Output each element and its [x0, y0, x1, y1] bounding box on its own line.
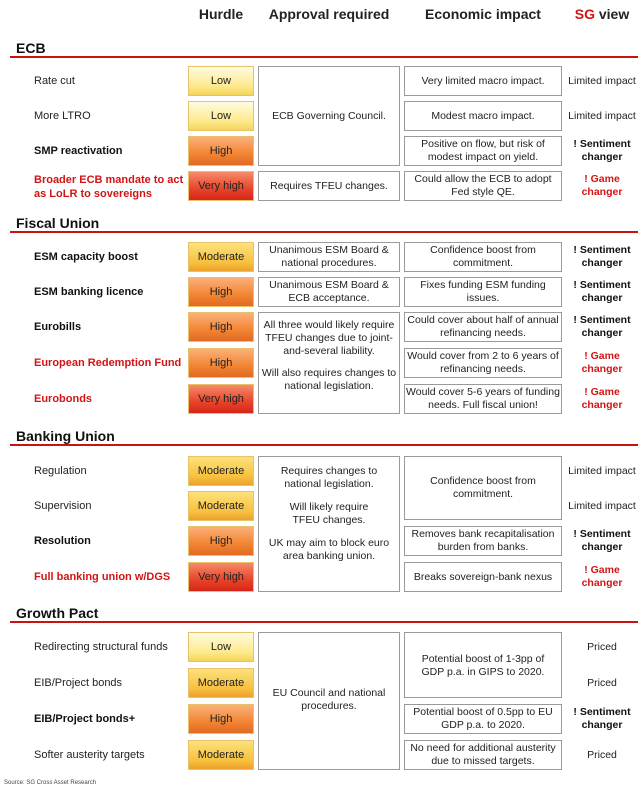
approval-text: UK may aim to block euro area banking union.: [268, 537, 390, 562]
sg-view: Limited impact: [568, 464, 636, 477]
row-label: More LTRO: [34, 110, 91, 122]
source-note: Source: SG Cross Asset Research: [4, 780, 97, 786]
sg-view: Limited impact: [568, 499, 636, 512]
sg-view: ! Sentiment changer: [573, 314, 631, 339]
section-divider: [10, 231, 638, 233]
row-label: EIB/Project bonds: [34, 677, 123, 689]
hurdle-badge: Low: [188, 632, 254, 662]
approval-box-group: [258, 456, 400, 592]
hurdle-badge: Moderate: [188, 668, 254, 698]
hurdle-badge: Moderate: [188, 456, 254, 486]
impact-text: Confidence boost from commitment.: [430, 475, 536, 500]
approval-text: All three would likely require TFEU changes due to joint-and-several liability.: [263, 319, 395, 357]
col-header-hurdle: Hurdle: [198, 6, 244, 22]
row-label: Softer austerity targets: [34, 749, 145, 761]
col-header-approval: Approval required: [268, 6, 390, 22]
impact-box: Positive on flow, but risk of modest impact on yield.: [404, 136, 562, 166]
approval-box: Unanimous ESM Board & national procedures.: [258, 242, 400, 272]
approval-box: Requires TFEU changes.: [258, 171, 400, 201]
sg-view: ! Sentiment changer: [573, 279, 631, 304]
hurdle-badge: Moderate: [188, 242, 254, 272]
sg-view: Priced: [587, 676, 617, 689]
row-label: Regulation: [34, 465, 87, 477]
sg-view-text: view: [594, 6, 630, 22]
col-header-sg-view: [566, 6, 638, 22]
row-label: SMP reactivation: [34, 145, 123, 157]
row-label: ESM capacity boost: [34, 251, 138, 263]
section-divider: [10, 56, 638, 58]
impact-box: Breaks sovereign-bank nexus: [404, 562, 562, 592]
col-header-impact: Economic impact: [425, 6, 541, 22]
sg-view: ! Game changer: [581, 564, 623, 589]
row-label: Rate cut: [34, 75, 75, 87]
approval-box-group: [258, 312, 400, 414]
sg-view: Priced: [587, 640, 617, 653]
sg-view: Priced: [587, 748, 617, 761]
section-title-growth: Growth Pact: [16, 605, 99, 621]
impact-box: Would cover 5-6 years of funding needs. Full fiscal union!: [404, 384, 562, 414]
hurdle-badge: Moderate: [188, 491, 254, 521]
hurdle-badge: High: [188, 277, 254, 307]
impact-box: [404, 632, 562, 698]
section-title-fiscal: Fiscal Union: [16, 215, 100, 231]
row-label: ESM banking licence: [34, 286, 144, 298]
sg-view: Limited impact: [568, 109, 636, 122]
sg-view: ! Game changer: [581, 386, 623, 411]
approval-text: Will also requires changes to national legislation.: [261, 367, 397, 392]
impact-box: No need for additional austerity due to missed targets.: [404, 740, 562, 770]
row-label: Eurobills: [34, 321, 82, 333]
sg-view: ! Game changer: [581, 173, 623, 198]
impact-box: Removes bank recapitalisation burden from banks.: [404, 526, 562, 556]
row-label: Full banking union w/DGS: [34, 571, 171, 583]
sg-view: ! Sentiment changer: [573, 138, 631, 163]
hurdle-badge: High: [188, 136, 254, 166]
row-label: European Redemption Fund: [34, 357, 182, 369]
row-label: Redirecting structural funds: [34, 641, 168, 653]
approval-box: Unanimous ESM Board & ECB acceptance.: [258, 277, 400, 307]
impact-box: [404, 456, 562, 520]
sg-brand: SG: [574, 6, 595, 22]
impact-box: Confidence boost from commitment.: [404, 242, 562, 272]
sg-view: Limited impact: [568, 74, 636, 87]
impact-box: Could cover about half of annual refinancing needs.: [404, 312, 562, 342]
section-divider: [10, 621, 638, 623]
hurdle-badge: Very high: [188, 384, 254, 414]
sg-view: ! Game changer: [581, 350, 623, 375]
hurdle-badge: High: [188, 526, 254, 556]
row-label: Supervision: [34, 500, 92, 512]
impact-box: Fixes funding ESM funding issues.: [404, 277, 562, 307]
approval-text: Will likely require TFEU changes.: [289, 501, 369, 526]
approval-box-group: [258, 632, 400, 770]
hurdle-badge: High: [188, 312, 254, 342]
hurdle-badge: Low: [188, 101, 254, 131]
section-title-banking: Banking Union: [16, 428, 115, 444]
impact-text: Potential boost of 1-3pp of GDP p.a. in GIPS to 2020.: [421, 653, 545, 678]
impact-box: Potential boost of 0.5pp to EU GDP p.a. to 2020.: [404, 704, 562, 734]
section-divider: [10, 444, 638, 446]
sg-view: ! Sentiment changer: [573, 244, 631, 269]
approval-text: EU Council and national procedures.: [272, 687, 386, 712]
sg-view: ! Sentiment changer: [573, 706, 631, 731]
section-title-ecb: ECB: [16, 40, 46, 56]
hurdle-badge: High: [188, 704, 254, 734]
sg-view: ! Sentiment changer: [573, 528, 631, 553]
row-label: Resolution: [34, 535, 91, 547]
impact-box: Modest macro impact.: [404, 101, 562, 131]
row-label: EIB/Project bonds+: [34, 713, 136, 725]
approval-box: ECB Governing Council.: [258, 66, 400, 166]
impact-box: Would cover from 2 to 6 years of refinancing needs.: [404, 348, 562, 378]
impact-box: Very limited macro impact.: [404, 66, 562, 96]
hurdle-badge: Very high: [188, 171, 254, 201]
row-label: Eurobonds: [34, 393, 93, 405]
hurdle-badge: High: [188, 348, 254, 378]
row-label: Broader ECB mandate to act as LoLR to sovereigns: [34, 174, 184, 200]
hurdle-badge: Moderate: [188, 740, 254, 770]
hurdle-badge: Very high: [188, 562, 254, 592]
impact-box: Could allow the ECB to adopt Fed style QE.: [404, 171, 562, 201]
approval-text: Requires changes to national legislation.: [280, 465, 378, 490]
hurdle-badge: Low: [188, 66, 254, 96]
